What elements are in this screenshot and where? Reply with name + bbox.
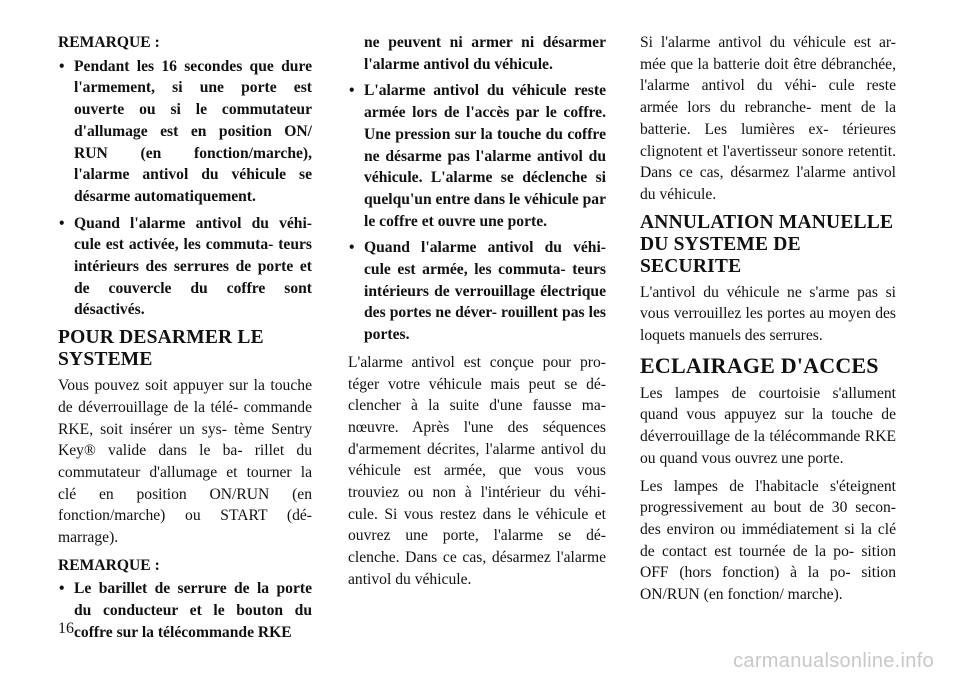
body-paragraph: L'antivol du véhicule ne s'arme pas si vous verrouillez les portes au moyen des loquets manuels des serrures.: [640, 283, 896, 345]
body-paragraph: Vous pouvez soit appuyer sur la touche de déverrouillage de la télé- commande RKE, soit insérer un sys- tème Sentry Key® valide dans le ba- rillet du commutateur d'allumage et tourner la clé en position ON/RUN (en fonction/marche) ou START (dé- marrage).: [58, 377, 312, 547]
bullet-item-continued: ne peuvent ni armer ni désarmer l'alarme antivol du véhicule.: [364, 34, 606, 73]
watermark-text: carmanualsonline.info: [733, 650, 934, 672]
note-label: REMARQUE :: [58, 556, 160, 574]
body-paragraph: Les lampes de l'habitacle s'éteignent progressivement au bout de 30 secon- des environ ou immédiatement si la clé de contact est tournée de la po- sition OFF (hors fonction) à la po- sition ON/RUN (en fonction/ marche).: [640, 477, 896, 604]
bullet-item: • Quand l'alarme antivol du véhi- cule est activée, les commuta- teurs intérieurs des serrures de porte et de couvercle du coffre sont désactivés.: [58, 213, 312, 322]
bullet-item: • Le barillet de serrure de la porte du conducteur et le bouton du coffre sur la télécommande RKE: [58, 578, 312, 643]
note-bullet-list: [348, 32, 606, 346]
note-bullet-list: [58, 578, 312, 643]
body-paragraph: Les lampes de courtoisie s'allument quand vous appuyez sur la touche de déverrouillage de la télécommande RKE ou quand vous ouvrez une porte.: [640, 384, 896, 467]
bullet-item: • L'alarme antivol du véhicule reste armée lors de l'accès par le coffre. Une pression sur la touche du coffre ne désarme pas l'alarme antivol du véhicule. L'alarme se déclenche si quelqu'un entre dans le véhicule par le coffre et ouvre une porte.: [348, 80, 606, 232]
body-paragraph: Si l'alarme antivol du véhicule est ar- mée que la batterie doit être débranchée, l'alarme antivol du véhi- cule reste armée lors du rebranche- ment de la batterie. Les lumières ex- térieures clignotent et l'avertisseur sonore retentit. Dans ce cas, désarmez l'alarme antivol du véhicule.: [640, 34, 896, 203]
body-paragraph: L'alarme antivol est conçue pour pro- téger votre véhicule mais peut se dé- clencher à la suite d'une fausse ma- nœuvre. Après l'une des séquences d'armement décrites, l'alarme antivol du véhicule est armée, que vous vous trouviez ou non à l'intérieur du véhi- cule. Si vous restez dans le véhicule et ouvrez une porte, l'alarme se dé- clenche. Dans ce cas, désarmez l'alarme antivol du véhicule.: [348, 353, 606, 588]
right-column: [640, 32, 896, 612]
page-number: 16: [58, 620, 74, 637]
note-bullet-list: [58, 56, 312, 321]
bullet-item: • Quand l'alarme antivol du véhi- cule est armée, les commuta- teurs intérieurs de verrouillage électrique des portes ne déver- rouillent pas les portes.: [348, 237, 606, 346]
left-column: [58, 32, 312, 650]
bullet-item: • Pendant les 16 secondes que dure l'armement, si une porte est ouverte ou si le commutateur d'allumage est en position ON/ RUN (en fonction/marche), l'alarme antivol du véhicule se désarme automatiquement.: [58, 56, 312, 208]
middle-column: [348, 32, 606, 597]
section-heading: ANNULATION MANUELLE DU SYSTEME DE SECURITE: [640, 211, 894, 277]
section-heading: POUR DESARMER LE SYSTEME: [58, 327, 264, 371]
note-label: REMARQUE :: [58, 34, 160, 51]
section-heading: ECLAIRAGE D'ACCES: [640, 352, 879, 378]
